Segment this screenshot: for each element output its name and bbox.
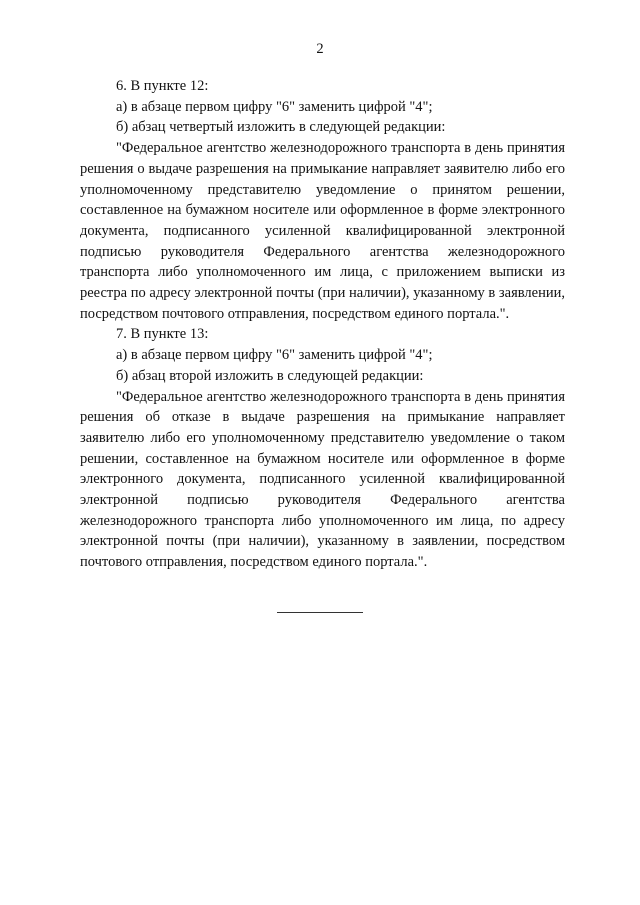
paragraph-item-7-heading: 7. В пункте 13:	[116, 326, 209, 343]
paragraph-item-6-quote: "Федеральное агентство железнодорожного транспорта в день принятия решения о выдаче разрешения на примыкание направляет заявителю либо его уполномоченному представителю уведомление о принятом решении, составленное на бумажном носителе или оформленное в форме электронного документа, подписанного усиленной квалифицированной электронной подписью руководителя Федерального агентства железнодорожного транспорта либо уполномоченного им лица, с приложением выписки из реестра по адресу электронной почты (при наличии), указанному в заявлении, посредством почтового отправления, посредством единого портала.".	[80, 140, 565, 322]
paragraph-item-7-a: а) в абзаце первом цифру "6" заменить цифрой "4";	[116, 347, 433, 364]
end-separator-line	[277, 612, 363, 613]
paragraph-item-6-heading: 6. В пункте 12:	[116, 78, 209, 94]
page-number: 2	[316, 41, 324, 57]
paragraph-item-6-b: б) абзац четвертый изложить в следующей редакции:	[116, 119, 446, 136]
paragraph-item-7-quote: "Федеральное агентство железнодорожного транспорта в день принятия решения об отказе в выдаче разрешения на примыкание направляет заявителю либо его уполномоченному представителю уведомление о таком решении, составленное на бумажном носителе или оформленное в форме электронного документа, подписанного усиленной квалифицированной электронной подписью руководителя Федерального агентства железнодорожного транспорта либо уполномоченного им лица, по адресу электронной почты (при наличии), указанному в заявлении, посредством почтового отправления, посредством единого портала.".	[80, 388, 565, 571]
paragraph-item-7-b: б) абзац второй изложить в следующей редакции:	[116, 367, 424, 384]
document-body	[80, 76, 565, 573]
paragraph-item-6-a: а) в абзаце первом цифру "6" заменить цифрой "4";	[116, 98, 433, 115]
